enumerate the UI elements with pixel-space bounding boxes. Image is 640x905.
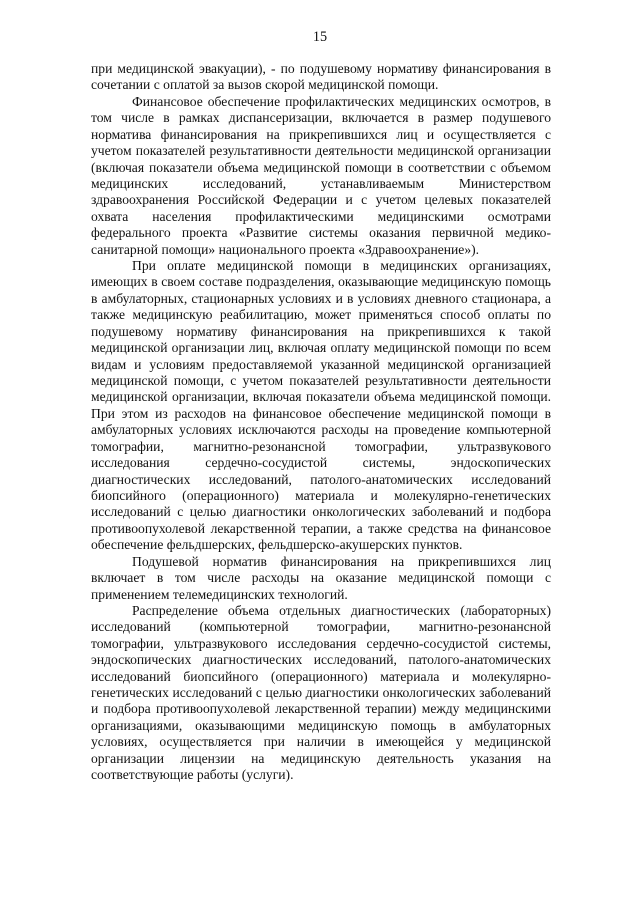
paragraph-diagnostic-distribution: Распределение объема отдельных диагностических (лабораторных) исследований (компьютерной томографии, магнитно-резонансной томографии, ультразвукового исследования сердечно-сосудистой системы, эндоскопических диагностических исследований, патолого-анатомических исследований биопсийного (операционного) материала и молекулярно-генетических исследований с целью диагностики онкологических заболеваний и подбора противоопухолевой лекарственной терапии) между медицинскими организациями, оказывающими медицинскую помощь в амбулаторных условиях, осуществляется при наличии в имеющейся у медицинской организации лицензии на медицинскую деятельность указания на соответствующие работы (услуги). [91, 602, 551, 783]
paragraph-payment-method: При оплате медицинской помощи в медицинских организациях, имеющих в своем составе подразделения, оказывающие медицинскую помощь в амбулаторных, стационарных условиях и в условиях дневного стационара, а также медицинскую реабилитацию, может применяться способ оплаты по подушевому нормативу финансирования на прикрепившихся к такой медицинской организации лиц, включая оплату медицинской помощи по всем видам и условиям предоставляемой указанной медицинской организацией медицинской помощи, с учетом показателей результативности деятельности медицинской организации, включая показатели объема медицинской помощи. При этом из расходов на финансовое обеспечение медицинской помощи в амбулаторных условиях исключаются расходы на проведение компьютерной томографии, магнитно-резонансной томографии, ультразвукового исследования сердечно-сосудистой системы, эндоскопических диагностических исследований, патолого-анатомических исследований биопсийного (операционного) материала и молекулярно-генетических исследований с целью диагностики онкологических заболеваний и подбора противоопухолевой лекарственной терапии, а также средства на финансовое обеспечение фельдшерских, фельдшерско-акушерских пунктов. [91, 258, 551, 553]
document-body [91, 61, 551, 784]
page-number: 15 [312, 29, 328, 45]
paragraph-telemedicine: Подушевой норматив финансирования на прикрепившихся лиц включает в том числе расходы на оказание медицинской помощи с применением телемедицинских технологий. [91, 553, 551, 602]
paragraph-preventive-checkups: Финансовое обеспечение профилактических медицинских осмотров, в том числе в рамках диспансеризации, включается в размер подушевого норматива финансирования на прикрепившихся лиц и осуществляется с учетом показателей результативности деятельности медицинской организации (включая показатели объема медицинской помощи в соответствии с объемом медицинских исследований, устанавливаемым Министерством здравоохранения Российской Федерации и с учетом целевых показателей охвата населения профилактическими медицинскими осмотрами федерального проекта «Развитие системы оказания первичной медико-санитарной помощи» национального проекта «Здравоохранение»). [91, 93, 551, 257]
paragraph-continuation: при медицинской эвакуации), - по подушевому нормативу финансирования в сочетании с оплатой за вызов скорой медицинской помощи. [91, 61, 551, 93]
